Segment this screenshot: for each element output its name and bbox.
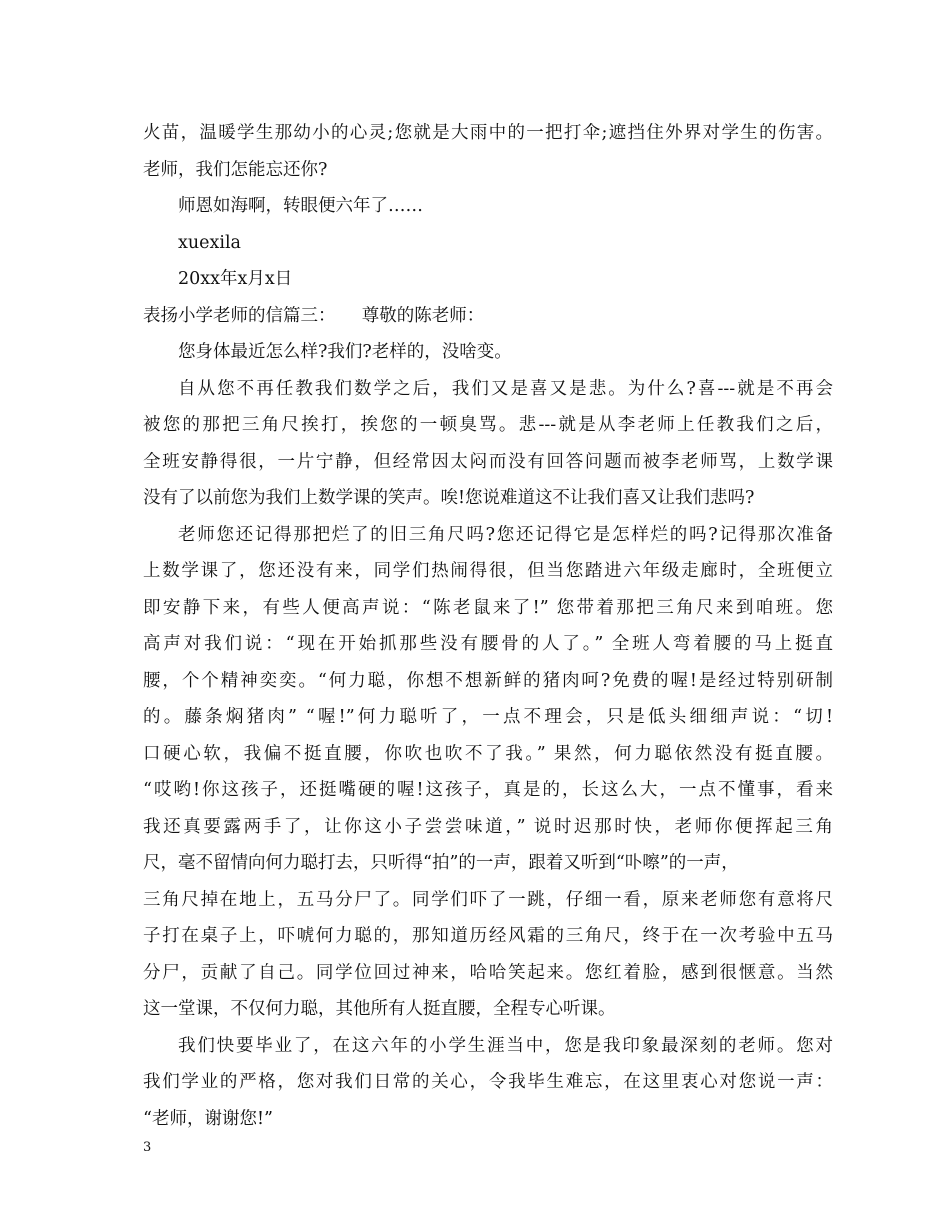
text-line: 子打在桌子上，吓唬何力聪的，那知道历经风霜的三角尺，终于在一次考验中五马 xyxy=(143,926,833,946)
document-body xyxy=(143,115,833,1137)
text-line: 尺，毫不留情向何力聪打去，只听得“拍”的一声，跟着又听到“卟嚓”的一声， xyxy=(143,853,739,873)
text-line: 分尸，贡献了自己。同学位回过神来，哈哈笑起来。您红着脸，感到很惬意。当然 xyxy=(143,962,833,983)
text-line: “老师，谢谢您!” xyxy=(143,1108,273,1129)
text-line: 的。藤条焖猪肉” “喔!”何力聪听了，一点不理会，只是低头细细声说：“切! xyxy=(143,707,833,727)
text-line: xuexila xyxy=(178,232,241,253)
text-line: 我们学业的严格，您对我们日常的关心，令我毕生难忘，在这里衷心对您说一声： xyxy=(143,1072,833,1092)
text-line: 腰，个个精神奕奕。“何力聪，你想不想新鲜的猪肉呵?免费的喔!是经过特别研制 xyxy=(143,670,833,691)
text-line: 被您的那把三角尺挨打，挨您的一顿臭骂。悲---就是从李老师上任教我们之后， xyxy=(143,415,833,435)
text-line: 老师您还记得那把烂了的旧三角尺吗?您还记得它是怎样烂的吗?记得那次准备 xyxy=(178,524,833,545)
text-line: 我还真要露两手了，让你这小子尝尝味道，” 说时迟那时快，老师你便挥起三角 xyxy=(143,816,833,837)
text-line: 老师，我们怎能忘还你? xyxy=(143,159,328,180)
text-line: “哎哟!你这孩子，还挺嘴硬的喔!这孩子，真是的，长这么大，一点不懂事，看来 xyxy=(143,780,833,800)
text-line: 我们快要毕业了，在这六年的小学生涯当中，您是我印象最深刻的老师。您对 xyxy=(178,1035,833,1056)
page-number: 3 xyxy=(143,1140,152,1155)
text-line: 口硬心软，我偏不挺直腰，你吹也吹不了我。” 果然，何力聪依然没有挺直腰。 xyxy=(143,743,833,764)
text-line: 三角尺掉在地上，五马分尸了。同学们吓了一跳，仔细一看，原来老师您有意将尺 xyxy=(143,889,833,910)
text-line: 火苗，温暖学生那幼小的心灵;您就是大雨中的一把打伞;遮挡住外界对学生的伤害。 xyxy=(143,123,833,143)
text-line: 没有了以前您为我们上数学课的笑声。唉!您说难道这不让我们喜又让我们悲吗? xyxy=(143,488,755,508)
text-line: 上数学课了，您还没有来，同学们热闹得很，但当您踏进六年级走廊时，全班便立 xyxy=(143,561,833,581)
text-line: 这一堂课，不仅何力聪，其他所有人挺直腰，全程专心听课。 xyxy=(143,999,616,1019)
text-line: 师恩如海啊，转眼便六年了…… xyxy=(178,196,423,216)
section-heading: 表扬小学老师的信篇三： 尊敬的陈老师： xyxy=(143,305,485,326)
text-line: 高声对我们说：“现在开始抓那些没有腰骨的人了。” 全班人弯着腰的马上挺直 xyxy=(143,634,833,654)
text-line: 您身体最近怎么样?我们?老样的，没啥变。 xyxy=(178,342,512,362)
text-line: 全班安静得很，一片宁静，但经常因太闷而没有回答问题而被李老师骂，上数学课 xyxy=(143,451,833,472)
text-line: 自从您不再任教我们数学之后，我们又是喜又是悲。为什么?喜---就是不再会 xyxy=(178,378,833,399)
text-line: 即安静下来，有些人便高声说：“陈老鼠来了!” 您带着那把三角尺来到咱班。您 xyxy=(143,597,833,618)
text-line: 20xx年x月x日 xyxy=(178,269,293,289)
